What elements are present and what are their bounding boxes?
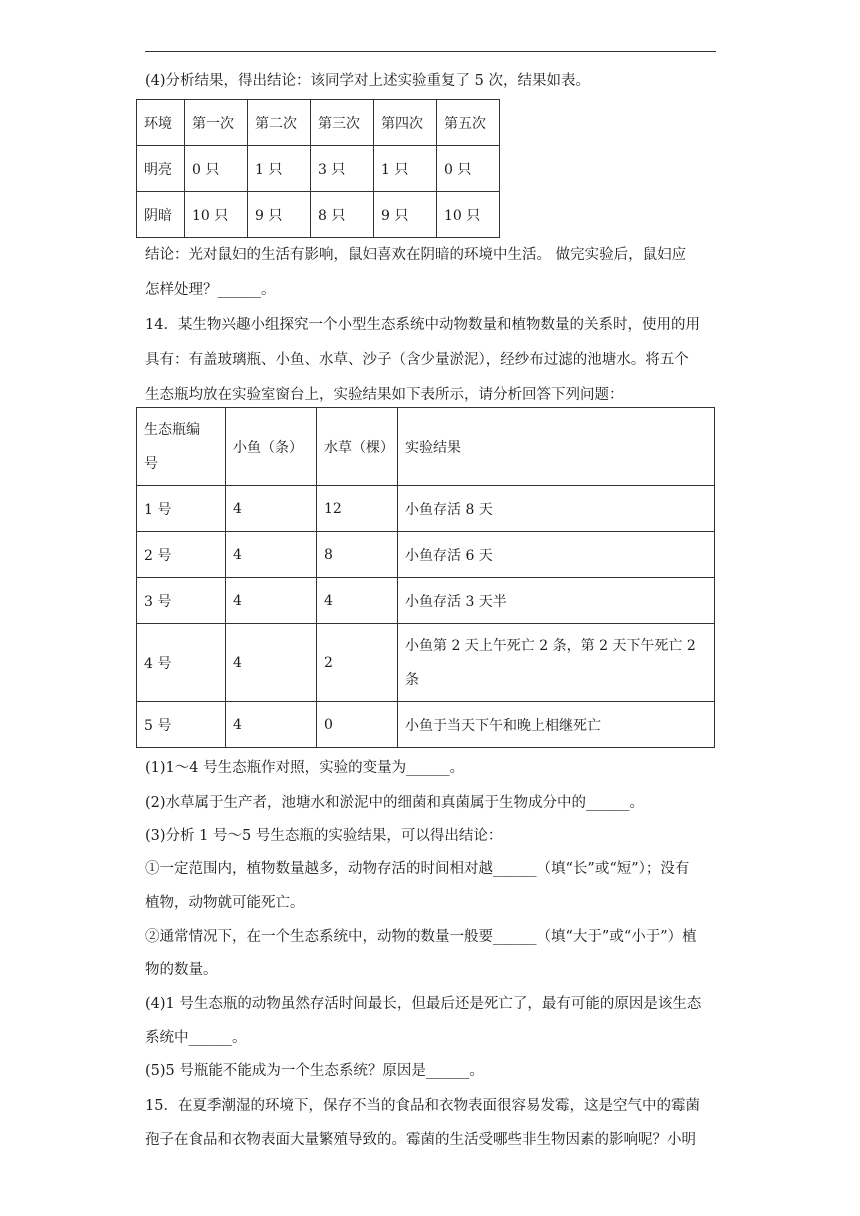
table-row (137, 146, 500, 192)
table-header-cell: 第一次 (185, 100, 248, 146)
table-header-cell (137, 408, 226, 486)
table-cell: 2 号 (137, 532, 226, 578)
table-cell: 2 (317, 624, 398, 702)
q13-conclusion-line1: 结论：光对鼠妇的生活有影响，鼠妇喜欢在阴暗的环境中生活。 做完实验后，鼠妇应 (145, 247, 687, 263)
header-bottle-id-line2: 号 (144, 455, 158, 472)
table-cell: 阴暗 (137, 192, 185, 238)
table-cell: 3 只 (311, 146, 374, 192)
q15-line2: 孢子在食品和衣物表面大量繁殖导致的。霉菌的生活受哪些非生物因素的影响呢？小明 (145, 1132, 696, 1148)
result-line2: 条 (405, 671, 419, 688)
table-cell: 8 (317, 532, 398, 578)
table-cell: 小鱼存活 8 天 (398, 486, 715, 532)
table-cell: 10 只 (437, 192, 500, 238)
ecosystem-bottle-table (136, 407, 715, 748)
table-cell: 5 号 (137, 702, 226, 748)
q14-intro-line3: 生态瓶均放在实验室窗台上，实验结果如下表所示，请分析回答下列问题： (145, 387, 624, 403)
table-cell: 4 (226, 624, 317, 702)
q14-question4-line2: 系统中______。 (145, 1030, 247, 1046)
header-bottle-id-line1: 生态瓶编 (144, 421, 200, 438)
table-cell: 小鱼存活 3 天半 (398, 578, 715, 624)
table-row (137, 192, 500, 238)
table-cell: 4 (226, 486, 317, 532)
q13-part4-text: (4)分析结果，得出结论：该同学对上述实验重复了 5 次，结果如表。 (145, 73, 590, 89)
table-cell: 8 只 (311, 192, 374, 238)
q14-intro-line2: 具有：有盖玻璃瓶、小鱼、水草、沙子（含少量淤泥），经纱布过滤的池塘水。将五个 (145, 352, 689, 368)
q13-conclusion-line2: 怎样处理？______。 (145, 282, 276, 298)
table-cell: 0 只 (437, 146, 500, 192)
q14-intro-line1: 14．某生物兴趣小组探究一个小型生态系统中动物数量和植物数量的关系时，使用的用 (145, 317, 700, 333)
table-cell: 3 号 (137, 578, 226, 624)
table-cell (398, 624, 715, 702)
table-header-cell: 第五次 (437, 100, 500, 146)
table-cell: 10 只 (185, 192, 248, 238)
table-row (137, 578, 715, 624)
q14-question3a-line1: ①一定范围内，植物数量越多，动物存活的时间相对越______（填“长”或“短”）；没有 (145, 861, 690, 877)
q14-question3: (3)分析 1 号～5 号生态瓶的实验结果，可以得出结论： (145, 828, 503, 844)
table-cell: 4 号 (137, 624, 226, 702)
table-header-cell: 第四次 (374, 100, 437, 146)
q14-question1: (1)1～4 号生态瓶作对照，实验的变量为______。 (145, 760, 465, 776)
table-cell: 12 (317, 486, 398, 532)
table-cell: 1 只 (248, 146, 311, 192)
table-row (137, 624, 715, 702)
table-cell: 0 (317, 702, 398, 748)
q14-question5: (5)5 号瓶能不能成为一个生态系统？原因是______。 (145, 1063, 484, 1079)
table-header-cell: 第三次 (311, 100, 374, 146)
q15-line1: 15．在夏季潮湿的环境下，保存不当的食品和衣物表面很容易发霉，这是空气中的霉菌 (145, 1098, 700, 1114)
table-row (137, 532, 715, 578)
table-cell: 4 (317, 578, 398, 624)
table-cell: 9 只 (248, 192, 311, 238)
table-cell: 1 号 (137, 486, 226, 532)
table-cell: 4 (226, 702, 317, 748)
table-header-cell: 环境 (137, 100, 185, 146)
woodlouse-results-table (136, 99, 500, 238)
q14-question3a-line2: 植物，动物就可能死亡。 (145, 895, 305, 911)
table-cell: 小鱼存活 6 天 (398, 532, 715, 578)
table-header-cell: 水草（棵） (317, 408, 398, 486)
table-header-cell: 第二次 (248, 100, 311, 146)
q14-question3b-line2: 物的数量。 (145, 962, 218, 978)
table-cell: 0 只 (185, 146, 248, 192)
table-cell: 明亮 (137, 146, 185, 192)
table-header-cell: 小鱼（条） (226, 408, 317, 486)
table-header-cell: 实验结果 (398, 408, 715, 486)
q14-question2: (2)水草属于生产者，池塘水和淤泥中的细菌和真菌属于生物成分中的______。 (145, 795, 645, 811)
q14-question3b-line1: ②通常情况下，在一个生态系统中，动物的数量一般要______（填“大于”或“小于”）植 (145, 929, 697, 945)
table-cell: 4 (226, 578, 317, 624)
table-cell: 小鱼于当天下午和晚上相继死亡 (398, 702, 715, 748)
table-cell: 4 (226, 532, 317, 578)
table-cell: 1 只 (374, 146, 437, 192)
result-line1: 小鱼第 2 天上午死亡 2 条，第 2 天下午死亡 2 (405, 637, 696, 654)
table-cell: 9 只 (374, 192, 437, 238)
header-rule (145, 51, 716, 52)
table-row (137, 702, 715, 748)
table-row (137, 486, 715, 532)
q14-question4-line1: (4)1 号生态瓶的动物虽然存活时间最长，但最后还是死亡了，最有可能的原因是该生态 (145, 996, 702, 1012)
